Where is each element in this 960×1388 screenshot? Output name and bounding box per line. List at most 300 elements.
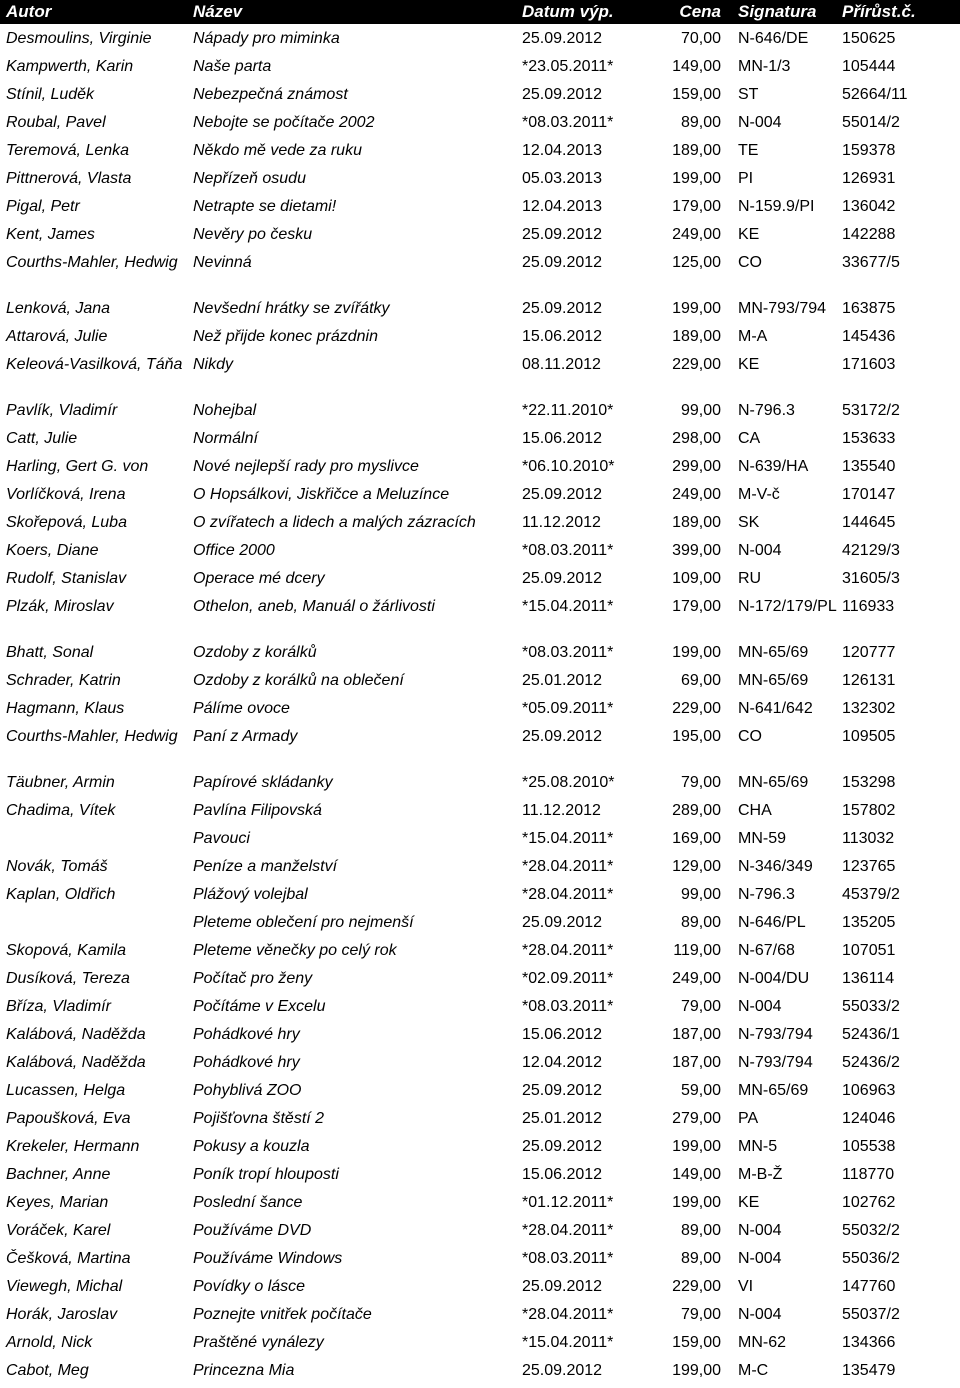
- table-row: [0, 1108, 960, 1136]
- table-row: [0, 1192, 960, 1220]
- cell-author: Desmoulins, Virginie: [6, 30, 152, 47]
- cell-author: Viewegh, Michal: [6, 1278, 123, 1295]
- table-row: [0, 168, 960, 196]
- cell-accession: 55037/2: [842, 1306, 900, 1323]
- cell-signature: SK: [738, 514, 760, 531]
- cell-price: 109,00: [672, 570, 721, 587]
- cell-price: 59,00: [680, 1082, 721, 1099]
- cell-accession: 126931: [842, 170, 896, 187]
- cell-author: Kampwerth, Karin: [6, 58, 134, 75]
- cell-author: [0, 828, 193, 856]
- cell-accession: 135540: [842, 458, 896, 475]
- cell-accession: 55014/2: [842, 114, 900, 131]
- cell-signature: N-793/794: [738, 1026, 813, 1043]
- cell-price: 149,00: [672, 1166, 721, 1183]
- table-row: [0, 1248, 960, 1276]
- cell-price: 249,00: [672, 486, 721, 503]
- cell-signature: M-C: [738, 1362, 769, 1379]
- cell-title: Nápady pro miminka: [193, 30, 340, 47]
- cell-title: Počítáme v Excelu: [193, 998, 326, 1015]
- cell-price: 119,00: [673, 942, 721, 959]
- cell-author: Harling, Gert G. von: [6, 458, 149, 475]
- cell-signature: CHA: [738, 802, 772, 819]
- cell-date: *28.04.2011*: [522, 886, 614, 903]
- cell-author: Bříza, Vladimír: [6, 998, 111, 1015]
- cell-price: 229,00: [672, 1278, 721, 1295]
- cell-accession: 102762: [842, 1194, 896, 1211]
- cell-author: Skořepová, Luba: [6, 514, 127, 531]
- cell-date: 25.09.2012: [522, 570, 603, 587]
- cell-title: Nikdy: [193, 356, 234, 373]
- cell-author: Hagmann, Klaus: [6, 700, 125, 717]
- cell-date: *23.05.2011*: [522, 58, 614, 75]
- cell-signature: MN-1/3: [738, 58, 791, 75]
- cell-title: Ozdoby z korálků: [193, 644, 317, 661]
- cell-price: 199,00: [672, 644, 721, 661]
- cell-signature: N-159.9/PI: [738, 198, 815, 215]
- table-row: [0, 252, 960, 298]
- cell-signature: MN-5: [738, 1138, 778, 1155]
- cell-price: 89,00: [680, 1250, 721, 1267]
- cell-price: 169,00: [672, 830, 721, 847]
- table-row: [0, 1052, 960, 1080]
- cell-accession: 116933: [842, 598, 895, 615]
- cell-price: 279,00: [672, 1110, 721, 1127]
- cell-price: 79,00: [680, 1306, 721, 1323]
- cell-price: 189,00: [672, 142, 721, 159]
- cell-price: 159,00: [672, 1334, 721, 1351]
- cell-title: Pokusy a kouzla: [193, 1138, 310, 1155]
- cell-signature: N-004: [738, 998, 782, 1015]
- cell-signature: N-646/PL: [738, 914, 806, 931]
- cell-author: Täubner, Armin: [6, 774, 115, 791]
- cell-accession: 163875: [842, 300, 896, 317]
- cell-accession: 150625: [842, 30, 896, 47]
- cell-signature: M-A: [738, 328, 768, 345]
- cell-title: Operace mé dcery: [193, 570, 325, 587]
- cell-signature: MN-62: [738, 1334, 787, 1351]
- cell-author: Voráček, Karel: [6, 1222, 111, 1239]
- cell-author: Rudolf, Stanislav: [6, 570, 127, 587]
- table-row: [0, 698, 960, 726]
- cell-author: Papoušková, Eva: [6, 1110, 131, 1127]
- cell-accession: 33677/5: [842, 254, 900, 271]
- cell-signature: MN-793/794: [738, 300, 827, 317]
- cell-date: 25.09.2012: [522, 300, 603, 317]
- cell-title: Nevšední hrátky se zvířátky: [193, 300, 390, 317]
- cell-date: 11.12.2012: [522, 514, 601, 531]
- cell-author: Roubal, Pavel: [6, 114, 106, 131]
- table-row: [0, 1360, 960, 1388]
- cell-accession: 53172/2: [842, 402, 900, 419]
- cell-date: *06.10.2010*: [522, 458, 615, 475]
- table-row: [0, 726, 960, 772]
- cell-signature: KE: [738, 1194, 760, 1211]
- cell-title: Poslední šance: [193, 1194, 303, 1211]
- cell-accession: 136114: [842, 970, 895, 987]
- table-row: [0, 1332, 960, 1360]
- cell-signature: KE: [738, 226, 760, 243]
- cell-price: 129,00: [672, 858, 721, 875]
- cell-accession: 106963: [842, 1082, 896, 1099]
- cell-signature: MN-65/69: [738, 672, 809, 689]
- cell-title: Peníze a manželství: [193, 858, 338, 875]
- cell-date: *15.04.2011*: [522, 1334, 614, 1351]
- cell-author: Keyes, Marian: [6, 1194, 109, 1211]
- cell-author: Plzák, Miroslav: [6, 598, 114, 615]
- cell-date: *28.04.2011*: [522, 1306, 614, 1323]
- table-row: [0, 670, 960, 698]
- cell-author: Kalábová, Naděžda: [6, 1026, 146, 1043]
- cell-author: Kent, James: [6, 226, 95, 243]
- cell-title: Ozdoby z korálků na oblečení: [193, 672, 404, 689]
- table-row: [0, 596, 960, 642]
- cell-signature: N-004: [738, 542, 782, 559]
- cell-title: O zvířatech a lidech a malých zázracích: [193, 514, 476, 531]
- table-row: [0, 1304, 960, 1332]
- cell-title: Pohádkové hry: [193, 1026, 300, 1043]
- cell-date: 25.09.2012: [522, 914, 603, 931]
- cell-title: Pavlína Filipovská: [193, 802, 322, 819]
- cell-title: Počítač pro ženy: [193, 970, 313, 987]
- cell-signature: PA: [738, 1110, 759, 1127]
- cell-date: 25.09.2012: [522, 86, 603, 103]
- table-row: [0, 56, 960, 84]
- cell-date: 25.01.2012: [522, 672, 603, 689]
- cell-date: *08.03.2011*: [522, 1250, 614, 1267]
- cell-signature: M-V-č: [738, 486, 780, 503]
- table-row: [0, 428, 960, 456]
- cell-price: 249,00: [672, 970, 721, 987]
- table-row: [0, 298, 960, 326]
- cell-signature: MN-65/69: [738, 774, 809, 791]
- table-row: [0, 540, 960, 568]
- cell-date: *28.04.2011*: [522, 942, 614, 959]
- cell-price: 125,00: [672, 254, 721, 271]
- cell-title: O Hopsálkovi, Jiskřičce a Meluzínce: [193, 486, 450, 503]
- cell-signature: N-004: [738, 1222, 782, 1239]
- header-price: Cena: [679, 2, 721, 21]
- cell-title: Netrapte se dietami!: [193, 198, 337, 215]
- cell-price: 79,00: [680, 774, 721, 791]
- cell-author: Dusíková, Tereza: [6, 970, 130, 987]
- table-row: [0, 112, 960, 140]
- cell-accession: 45379/2: [842, 886, 900, 903]
- cell-title: Praštěné vynálezy: [193, 1334, 324, 1351]
- cell-title: Othelon, aneb, Manuál o žárlivosti: [193, 598, 435, 615]
- cell-date: 25.09.2012: [522, 30, 603, 47]
- cell-title: Nevinná: [193, 254, 252, 271]
- table-row: [0, 84, 960, 112]
- cell-date: *05.09.2011*: [522, 700, 614, 717]
- cell-accession: 145436: [842, 328, 896, 345]
- cell-price: 187,00: [672, 1026, 721, 1043]
- cell-accession: 55036/2: [842, 1250, 900, 1267]
- cell-author: Koers, Diane: [6, 542, 99, 559]
- cell-author: Schrader, Katrin: [6, 672, 121, 689]
- cell-title: Normální: [193, 430, 258, 447]
- cell-price: 179,00: [672, 598, 721, 615]
- cell-author: Lucassen, Helga: [6, 1082, 126, 1099]
- cell-date: 12.04.2013: [522, 142, 603, 159]
- cell-date: 25.09.2012: [522, 254, 603, 271]
- cell-accession: 109505: [842, 728, 896, 745]
- header-accession: Přírůst.č.: [842, 2, 916, 21]
- header-date: Datum výp.: [522, 2, 614, 21]
- cell-accession: 157802: [842, 802, 896, 819]
- cell-date: *08.03.2011*: [522, 542, 614, 559]
- cell-author: Horák, Jaroslav: [6, 1306, 118, 1323]
- cell-date: 25.09.2012: [522, 226, 603, 243]
- cell-accession: 135479: [842, 1362, 896, 1379]
- cell-accession: 31605/3: [842, 570, 900, 587]
- cell-accession: 136042: [842, 198, 896, 215]
- cell-price: 69,00: [680, 672, 721, 689]
- cell-title: Pleteme věnečky po celý rok: [193, 942, 397, 959]
- cell-date: 15.06.2012: [522, 430, 603, 447]
- cell-title: Pojišťovna štěstí 2: [193, 1110, 325, 1127]
- cell-accession: 147760: [842, 1278, 896, 1295]
- cell-price: 99,00: [680, 402, 721, 419]
- cell-accession: 118770: [842, 1166, 895, 1183]
- cell-title: Poznejte vnitřek počítače: [193, 1306, 372, 1323]
- table-row: [0, 484, 960, 512]
- cell-signature: N-004: [738, 1306, 782, 1323]
- cell-price: 89,00: [680, 914, 721, 931]
- table-row: [0, 1080, 960, 1108]
- cell-price: 299,00: [672, 458, 721, 475]
- cell-accession: 107051: [842, 942, 896, 959]
- table-row: [0, 568, 960, 596]
- cell-price: 229,00: [672, 356, 721, 373]
- cell-date: *28.04.2011*: [522, 858, 614, 875]
- cell-signature: M-B-Ž: [738, 1166, 783, 1183]
- cell-date: *25.08.2010*: [522, 774, 615, 791]
- cell-accession: 52436/1: [842, 1026, 900, 1043]
- cell-author: Stínil, Luděk: [6, 86, 95, 103]
- table-row: [0, 224, 960, 252]
- cell-author: Bachner, Anne: [6, 1166, 111, 1183]
- cell-accession: 52436/2: [842, 1054, 900, 1071]
- cell-signature: TE: [738, 142, 759, 159]
- cell-author: Pigal, Petr: [6, 198, 80, 215]
- cell-date: 15.06.2012: [522, 328, 603, 345]
- cell-accession: 105444: [842, 58, 896, 75]
- cell-signature: MN-65/69: [738, 644, 809, 661]
- table-row: [0, 828, 960, 856]
- cell-price: 229,00: [672, 700, 721, 717]
- table-row: [0, 1276, 960, 1304]
- cell-title: Pohádkové hry: [193, 1054, 300, 1071]
- cell-date: *08.03.2011*: [522, 998, 614, 1015]
- cell-signature: N-004: [738, 114, 782, 131]
- cell-accession: 123765: [842, 858, 896, 875]
- cell-price: 199,00: [672, 1194, 721, 1211]
- cell-price: 289,00: [672, 802, 721, 819]
- cell-signature: N-004/DU: [738, 970, 810, 987]
- cell-price: 399,00: [672, 542, 721, 559]
- cell-date: 08.11.2012: [522, 356, 601, 373]
- cell-title: Pohyblivá ZOO: [193, 1082, 302, 1099]
- cell-date: 12.04.2013: [522, 198, 603, 215]
- cell-date: 25.09.2012: [522, 486, 603, 503]
- cell-date: 12.04.2012: [522, 1054, 603, 1071]
- cell-title: Plážový volejbal: [193, 886, 308, 903]
- cell-author: Krekeler, Hermann: [6, 1138, 140, 1155]
- cell-author: Pavlík, Vladimír: [6, 402, 118, 419]
- cell-signature: N-346/349: [738, 858, 813, 875]
- cell-title: Povídky o lásce: [193, 1278, 306, 1295]
- cell-accession: 135205: [842, 914, 896, 931]
- cell-date: 25.09.2012: [522, 1278, 603, 1295]
- cell-accession: 124046: [842, 1110, 896, 1127]
- cell-date: 25.09.2012: [522, 1362, 603, 1379]
- cell-price: 70,00: [680, 30, 721, 47]
- cell-signature: CA: [738, 430, 761, 447]
- cell-author: Bhatt, Sonal: [6, 644, 94, 661]
- cell-signature: N-172/179/PL: [738, 598, 837, 615]
- cell-date: 25.01.2012: [522, 1110, 603, 1127]
- cell-date: *02.09.2011*: [522, 970, 614, 987]
- cell-author: Cabot, Meg: [6, 1362, 89, 1379]
- cell-signature: CO: [738, 254, 762, 271]
- table-row: [0, 140, 960, 168]
- cell-accession: 105538: [842, 1138, 896, 1155]
- cell-author: Arnold, Nick: [6, 1334, 93, 1351]
- cell-signature: RU: [738, 570, 762, 587]
- cell-title: Pálíme ovoce: [193, 700, 290, 717]
- table-row: [0, 642, 960, 670]
- header-signature: Signatura: [738, 2, 817, 21]
- table-row: [0, 28, 960, 56]
- table-row: [0, 940, 960, 968]
- cell-author: Chadima, Vítek: [6, 802, 116, 819]
- cell-author: Novák, Tomáš: [6, 858, 108, 875]
- table-row: [0, 1164, 960, 1192]
- cell-title: Nepřízeň osudu: [193, 170, 306, 187]
- cell-date: 05.03.2013: [522, 170, 603, 187]
- cell-price: 199,00: [672, 300, 721, 317]
- table-body: [0, 24, 960, 1388]
- cell-signature: N-796.3: [738, 886, 795, 903]
- cell-accession: 153298: [842, 774, 896, 791]
- cell-accession: 159378: [842, 142, 896, 159]
- cell-author: Skopová, Kamila: [6, 942, 127, 959]
- table-row: [0, 1220, 960, 1248]
- table-row: [0, 354, 960, 400]
- cell-date: *22.11.2010*: [522, 402, 614, 419]
- cell-price: 89,00: [680, 114, 721, 131]
- cell-author: Courths-Mahler, Hedwig: [6, 728, 178, 745]
- cell-accession: 171603: [842, 356, 896, 373]
- header-title: Název: [193, 2, 243, 21]
- cell-signature: KE: [738, 356, 760, 373]
- cell-accession: 126131: [842, 672, 896, 689]
- cell-price: 189,00: [672, 514, 721, 531]
- cell-title: Nebojte se počítače 2002: [193, 114, 375, 131]
- cell-title: Naše parta: [193, 58, 272, 75]
- cell-signature: N-793/794: [738, 1054, 813, 1071]
- cell-signature: N-646/DE: [738, 30, 809, 47]
- cell-price: 79,00: [680, 998, 721, 1015]
- cell-title: Paní z Armady: [193, 728, 298, 745]
- cell-price: 179,00: [672, 198, 721, 215]
- cell-author: Courths-Mahler, Hedwig: [6, 254, 178, 271]
- cell-date: 15.06.2012: [522, 1166, 603, 1183]
- cell-date: 11.12.2012: [522, 802, 601, 819]
- cell-date: *28.04.2011*: [522, 1222, 614, 1239]
- cell-accession: 134366: [842, 1334, 896, 1351]
- table-row: [0, 1024, 960, 1052]
- cell-accession: 142288: [842, 226, 896, 243]
- table-row: [0, 800, 960, 828]
- cell-title: Nebezpečná známost: [193, 86, 348, 103]
- cell-signature: MN-59: [738, 830, 787, 847]
- table-row: [0, 326, 960, 354]
- cell-price: 298,00: [672, 430, 721, 447]
- cell-accession: 132302: [842, 700, 896, 717]
- cell-title: Office 2000: [193, 542, 275, 559]
- cell-price: 199,00: [672, 170, 721, 187]
- cell-author: Kaplan, Oldřich: [6, 886, 116, 903]
- cell-price: 187,00: [672, 1054, 721, 1071]
- cell-title: Pleteme oblečení pro nejmenší: [193, 914, 414, 931]
- cell-title: Pavouci: [193, 830, 250, 847]
- table-row: [0, 968, 960, 996]
- table-row: [0, 196, 960, 224]
- table-row: [0, 996, 960, 1024]
- table-row: [0, 400, 960, 428]
- cell-signature: N-796.3: [738, 402, 795, 419]
- cell-author: Teremová, Lenka: [6, 142, 130, 159]
- cell-signature: N-004: [738, 1250, 782, 1267]
- cell-date: 15.06.2012: [522, 1026, 603, 1043]
- cell-price: 159,00: [672, 86, 721, 103]
- cell-date: *15.04.2011*: [522, 598, 614, 615]
- cell-price: 89,00: [680, 1222, 721, 1239]
- cell-title: Nohejbal: [193, 402, 257, 419]
- cell-accession: 144645: [842, 514, 896, 531]
- cell-date: *08.03.2011*: [522, 114, 614, 131]
- cell-author: Attarová, Julie: [6, 328, 108, 345]
- cell-title: Používáme DVD: [193, 1222, 312, 1239]
- cell-signature: VI: [738, 1278, 754, 1295]
- cell-author: Češková, Martina: [6, 1250, 131, 1267]
- cell-author: Lenková, Jana: [6, 300, 111, 317]
- cell-author: Catt, Julie: [6, 430, 78, 447]
- cell-accession: 55032/2: [842, 1222, 900, 1239]
- cell-price: 195,00: [672, 728, 721, 745]
- cell-signature: N-641/642: [738, 700, 813, 717]
- table-row: [0, 856, 960, 884]
- cell-signature: PI: [738, 170, 754, 187]
- cell-signature: N-67/68: [738, 942, 795, 959]
- table-row: [0, 912, 960, 940]
- cell-author: Pittnerová, Vlasta: [6, 170, 132, 187]
- cell-signature: MN-65/69: [738, 1082, 809, 1099]
- cell-accession: 113032: [842, 830, 895, 847]
- cell-accession: 170147: [842, 486, 896, 503]
- cell-date: *15.04.2011*: [522, 830, 614, 847]
- cell-title: Nevěry po česku: [193, 226, 313, 243]
- cell-date: *01.12.2011*: [522, 1194, 614, 1211]
- cell-price: 199,00: [672, 1362, 721, 1379]
- cell-title: Někdo mě vede za ruku: [193, 142, 362, 159]
- cell-author: Keleová-Vasilková, Táňa: [6, 356, 183, 373]
- cell-accession: 120777: [842, 644, 896, 661]
- cell-accession: 55033/2: [842, 998, 900, 1015]
- table-row: [0, 1136, 960, 1164]
